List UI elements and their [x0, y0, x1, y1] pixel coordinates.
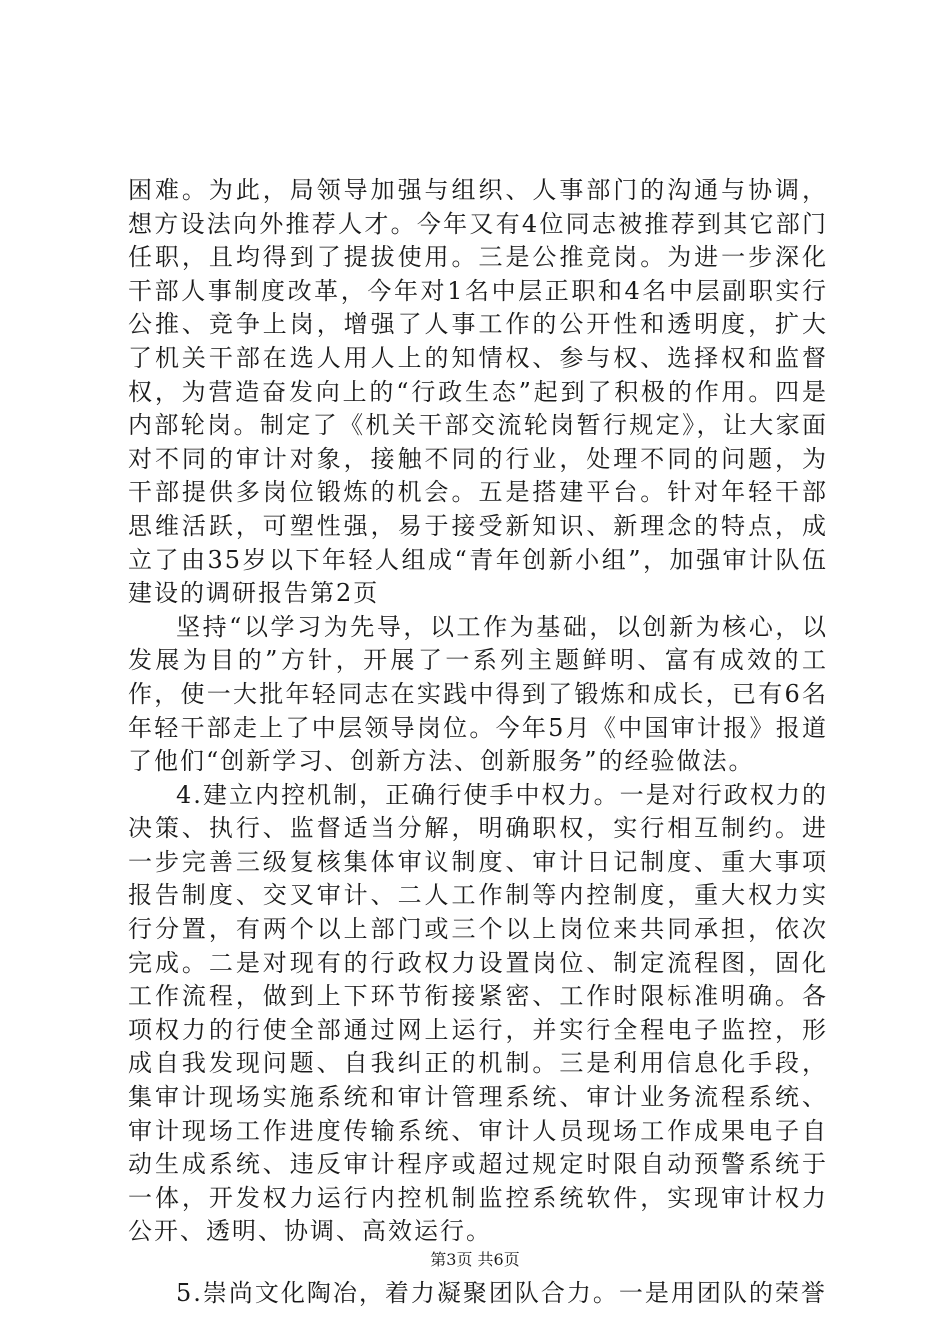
paragraph-principle: 坚持“以学习为先导，以工作为基础，以创新为核心，以发展为目的”方针，开展了一系列主题鲜明、富有成效的工作，使一大批年轻同志在实践中得到了锻炼和成长，已有6名年轻干部走上了中层领导岗位。今年5月《中国审计报》报道了他们“创新学习、创新方法、创新服务”的经验做法。	[128, 612, 828, 776]
paragraph-culture: 5.崇尚文化陶冶，着力凝聚团队合力。一是用团队的荣誉	[176, 1279, 827, 1307]
paragraph-continued: 困难。为此，局领导加强与组织、人事部门的沟通与协调，想方设法向外推荐人才。今年又有4位同志被推荐到其它部门任职，且均得到了提拔使用。三是公推竞岗。为进一步深化干部人事制度改革，今年对1名中层正职和4名中层副职实行公推、竞争上岗，增强了人事工作的公开性和透明度，扩大了机关干部在选人用人上的知情权、参与权、选择权和监督权，为营造奋发向上的“行政生态”起到了积极的作用。四是内部轮岗。制定了《机关干部交流轮岗暂行规定》，让大家面对不同的审计对象，接触不同的行业，处理不同的问题，为干部提供多岗位锻炼的机会。五是搭建平台。针对年轻干部思维活跃，可塑性强，易于接受新知识、新理念的特点，成立了由35岁以下年轻人组成“青年创新小组”，加强审计队伍建设的调研报告第2页	[128, 176, 828, 608]
page-total: 共6页	[477, 1250, 520, 1269]
paragraph-internal-control: 4.建立内控机制，正确行使手中权力。一是对行政权力的决策、执行、监督适当分解，明确职权，实行相互制约。进一步完善三级复核集体审议制度、审计日记制度、重大事项报告制度、交叉审计、二人工作制等内控制度，重大权力实行分置，有两个以上部门或三个以上岗位来共同承担，依次完成。二是对现有的行政权力设置岗位、制定流程图，固化工作流程，做到上下环节衔接紧密、工作时限标准明确。各项权力的行使全部通过网上运行，并实行全程电子监控，形成自我发现问题、自我纠正的机制。三是利用信息化手段，集审计现场实施系统和审计管理系统、审计业务流程系统、审计现场工作进度传输系统、审计人员现场工作成果电子自动生成系统、违反审计程序或超过规定时限自动预警系统于一体，开发权力运行内控机制监控系统软件，实现审计权力公开、透明、协调、高效运行。	[128, 780, 828, 1246]
document-body	[128, 174, 828, 1311]
page-footer	[0, 1249, 950, 1271]
page-number: 第3页	[430, 1250, 473, 1269]
